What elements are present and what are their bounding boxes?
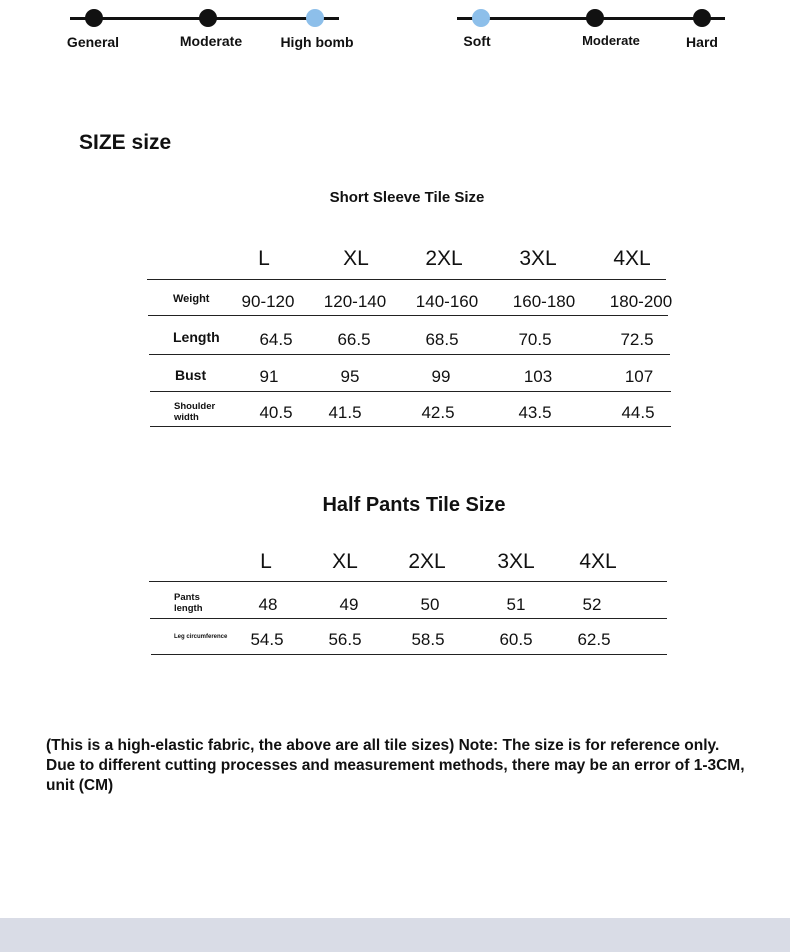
cell-pants-length-4xl: 52 — [582, 595, 602, 614]
cell-shoulder-xl: 41.5 — [328, 403, 362, 422]
cell-length-l: 64.5 — [259, 330, 293, 349]
cell-pants-length-xl: 49 — [339, 595, 359, 614]
row-divider — [150, 426, 671, 427]
cell-weight-l: 90-120 — [241, 292, 295, 311]
elasticity-label-moderate: Moderate — [179, 33, 243, 49]
cell-weight-2xl: 140-160 — [415, 292, 479, 311]
softness-dot-moderate — [586, 9, 604, 27]
cell-shoulder-4xl: 44.5 — [621, 403, 655, 422]
softness-label-soft: Soft — [463, 33, 491, 49]
cell-length-xl: 66.5 — [337, 330, 371, 349]
softness-label-hard: Hard — [686, 34, 718, 50]
cell-bust-4xl: 107 — [624, 367, 654, 386]
softness-dot-soft — [472, 9, 490, 27]
cell-leg-l: 54.5 — [250, 630, 284, 649]
column-header-4xl: 4XL — [613, 247, 651, 270]
footer-band — [0, 918, 790, 952]
elasticity-label-high-bomb: High bomb — [280, 34, 354, 50]
cell-length-2xl: 68.5 — [425, 330, 459, 349]
cell-bust-3xl: 103 — [523, 367, 553, 386]
cell-leg-4xl: 62.5 — [577, 630, 611, 649]
cell-weight-4xl: 180-200 — [609, 292, 673, 311]
cell-bust-2xl: 99 — [431, 367, 451, 386]
cell-bust-xl: 95 — [340, 367, 360, 386]
cell-weight-3xl: 160-180 — [512, 292, 576, 311]
column-header-xl: XL — [332, 550, 358, 573]
row-label-weight: Weight — [173, 293, 210, 305]
column-header-3xl: 3XL — [497, 550, 535, 573]
row-label-length: Length — [173, 329, 220, 345]
cell-leg-xl: 56.5 — [328, 630, 362, 649]
column-header-2xl: 2XL — [425, 247, 463, 270]
cell-shoulder-3xl: 43.5 — [518, 403, 552, 422]
row-divider — [148, 315, 668, 316]
column-header-3xl: 3XL — [519, 247, 557, 270]
row-divider — [147, 279, 666, 280]
cell-pants-length-3xl: 51 — [506, 595, 526, 614]
row-divider — [149, 581, 667, 582]
cell-leg-2xl: 58.5 — [411, 630, 445, 649]
half-pants-title: Half Pants Tile Size — [322, 494, 506, 516]
column-header-2xl: 2XL — [408, 550, 446, 573]
cell-shoulder-2xl: 42.5 — [421, 403, 455, 422]
column-header-4xl: 4XL — [579, 550, 617, 573]
column-header-l: L — [258, 247, 270, 270]
softness-label-moderate: Moderate — [582, 33, 640, 48]
column-header-l: L — [260, 550, 272, 573]
elasticity-dot-moderate — [199, 9, 217, 27]
row-divider — [151, 654, 667, 655]
cell-bust-l: 91 — [259, 367, 279, 386]
column-header-xl: XL — [343, 247, 369, 270]
row-divider — [150, 618, 667, 619]
elasticity-dot-high-bomb — [306, 9, 324, 27]
row-divider — [149, 354, 670, 355]
cell-pants-length-l: 48 — [258, 595, 278, 614]
size-note: (This is a high-elastic fabric, the above are all tile sizes) Note: The size is for reference only. Due to different cutting processes and measurement methods, there may be an error of 1-3CM, unit (CM) — [46, 737, 745, 794]
elasticity-label-general: General — [66, 34, 120, 50]
row-label-leg-circumference: Leg circumference — [174, 634, 228, 640]
short-sleeve-title: Short Sleeve Tile Size — [329, 189, 485, 206]
cell-leg-3xl: 60.5 — [499, 630, 533, 649]
row-divider — [150, 391, 671, 392]
cell-shoulder-l: 40.5 — [259, 403, 293, 422]
cell-weight-xl: 120-140 — [323, 292, 387, 311]
size-heading: SIZE size — [79, 131, 172, 154]
cell-pants-length-2xl: 50 — [420, 595, 440, 614]
cell-length-4xl: 72.5 — [620, 330, 654, 349]
row-label-shoulder-width: Shoulder width — [174, 401, 216, 423]
row-label-bust: Bust — [175, 367, 207, 383]
softness-dot-hard — [693, 9, 711, 27]
elasticity-dot-general — [85, 9, 103, 27]
cell-length-3xl: 70.5 — [518, 330, 552, 349]
row-label-pants-length: Pants length — [174, 592, 203, 614]
